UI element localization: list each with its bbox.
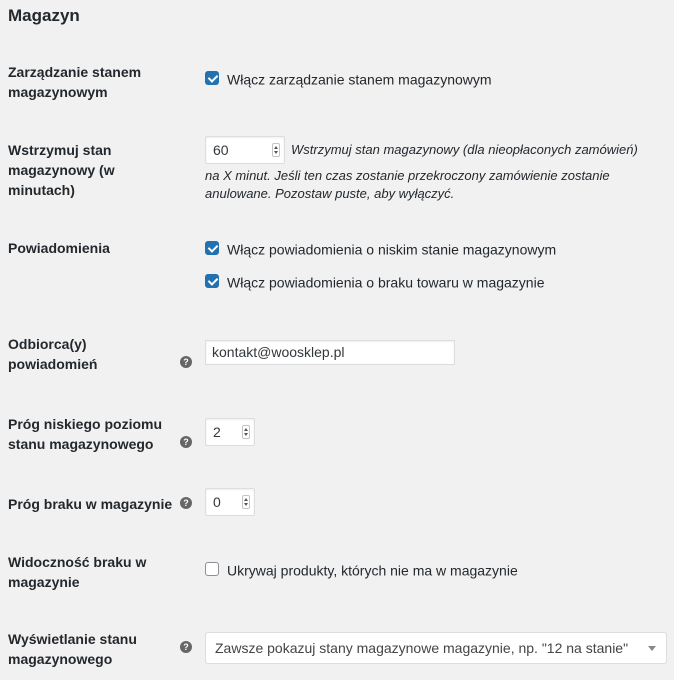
hold-stock-description-2: na X minut. Jeśli ten czas zostanie przekroczony zamówienie zostanie: [205, 168, 610, 183]
manage-stock-checkbox[interactable]: [205, 71, 219, 85]
chevron-down-icon: [648, 646, 656, 651]
low-stock-notification-label: Włącz powiadomienia o niskim stanie magazynowym: [227, 241, 557, 258]
out-threshold-value: 0: [213, 494, 221, 510]
low-stock-notification-checkbox[interactable]: [205, 241, 219, 255]
hold-stock-description-1: Wstrzymuj stan magazynowy (dla nieopłaconych zamówień): [291, 142, 638, 157]
hold-stock-input[interactable]: [205, 136, 285, 164]
hold-stock-label: Wstrzymuj stan magazynowy (w minutach): [8, 142, 115, 198]
low-threshold-input[interactable]: [205, 418, 255, 446]
out-threshold-spinner[interactable]: [242, 495, 250, 509]
out-threshold-label: Próg braku w magazynie: [8, 496, 173, 512]
hide-out-of-stock-checkbox[interactable]: [205, 562, 219, 576]
out-of-stock-notification-label: Włącz powiadomienia o braku towaru w magazynie: [227, 274, 545, 291]
display-format-select[interactable]: [205, 632, 667, 664]
hold-stock-description-3: anulowane. Pozostaw puste, aby wyłączyć.: [205, 186, 455, 201]
low-stock-notification-option[interactable]: [205, 238, 556, 258]
display-format-label: Wyświetlanie stanu magazynowego: [8, 631, 137, 667]
out-threshold-input[interactable]: [205, 488, 255, 516]
out-of-stock-notification-option[interactable]: [205, 271, 544, 291]
manage-stock-option[interactable]: [205, 68, 492, 88]
manage-stock-label: Zarządzanie stanem magazynowym: [8, 64, 142, 100]
visibility-label: Widoczność braku w magazynie: [8, 554, 147, 590]
display-format-help-icon[interactable]: ?: [180, 641, 192, 653]
recipient-label: Odbiorca(y) powiadomień: [8, 336, 98, 372]
low-threshold-spinner[interactable]: [242, 425, 250, 439]
hold-stock-spinner[interactable]: [272, 143, 280, 157]
hide-out-of-stock-label: Ukrywaj produkty, których nie ma w magazynie: [227, 562, 518, 579]
display-format-selected: Zawsze pokazuj stany magazynowe magazynie, np. "12 na stanie": [215, 640, 629, 656]
manage-stock-checkbox-label: Włącz zarządzanie stanem magazynowym: [227, 71, 492, 88]
hide-out-of-stock-option[interactable]: [205, 559, 518, 579]
out-threshold-help-icon[interactable]: ?: [180, 497, 192, 509]
low-threshold-value: 2: [213, 424, 221, 440]
section-title: Magazyn: [8, 6, 80, 25]
hold-stock-value: 60: [213, 142, 229, 158]
out-of-stock-notification-checkbox[interactable]: [205, 274, 219, 288]
low-threshold-label: Próg niskiego poziomu stanu magazynowego: [8, 416, 163, 452]
recipient-help-icon[interactable]: ?: [180, 356, 192, 368]
low-threshold-help-icon[interactable]: ?: [180, 436, 192, 448]
recipient-input[interactable]: kontakt@woosklep.pl: [205, 340, 455, 365]
notifications-label: Powiadomienia: [8, 240, 110, 256]
